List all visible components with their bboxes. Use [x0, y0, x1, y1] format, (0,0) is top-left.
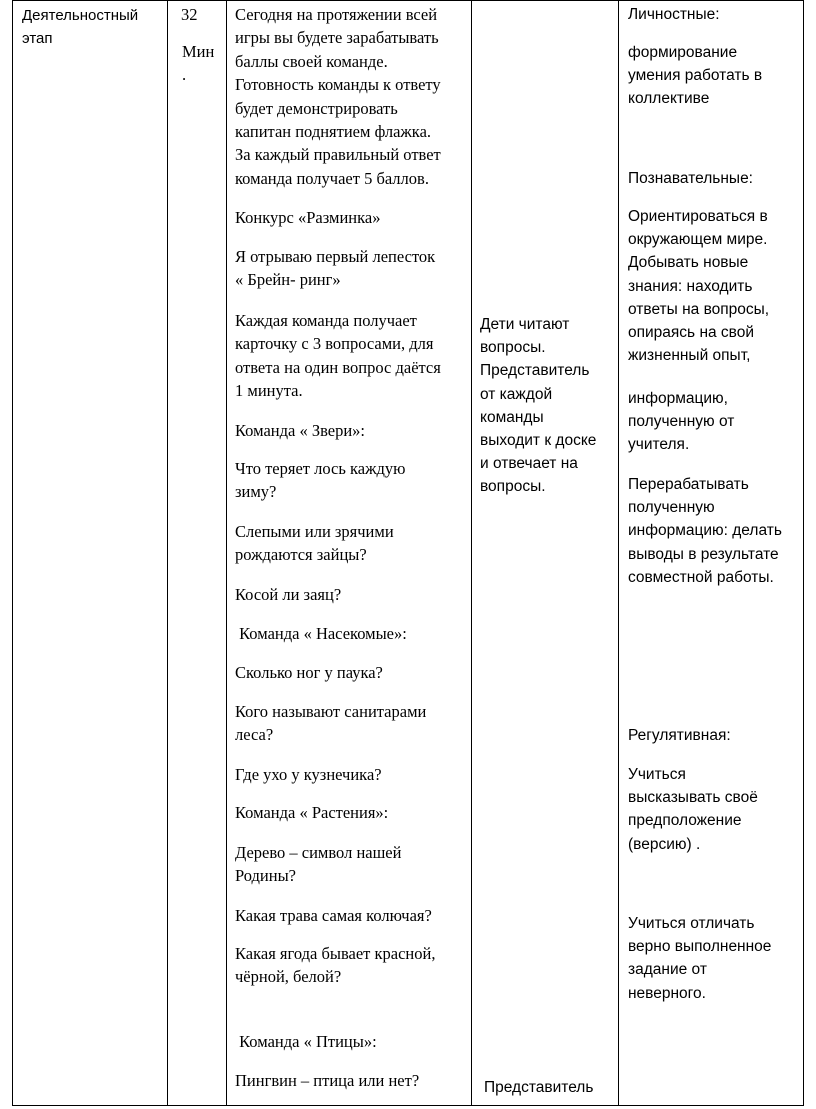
question-hares: [235, 520, 394, 567]
time-value: 32: [181, 5, 198, 24]
text-line: информацию,: [628, 390, 728, 407]
question-spider: Сколько ног у паука?: [235, 663, 383, 682]
cognitive-block-3: [628, 473, 782, 589]
text-line: верно выполненное: [628, 938, 772, 956]
question-grass: Какая трава самая колючая?: [235, 906, 432, 925]
text-line: ответа на один вопрос даётся: [235, 357, 441, 377]
text-line: вопросы.: [480, 478, 546, 496]
text-line: Готовность команды к ответу: [235, 75, 441, 95]
text-line: баллы своей команде.: [235, 51, 388, 71]
text-line: жизненный опыт,: [628, 347, 751, 365]
text-line: Деятельностный: [22, 7, 139, 24]
question-penguin: Пингвин – птица или нет?: [235, 1071, 420, 1090]
regulative-block-2: [628, 912, 771, 1005]
text-line: Я отрываю первый лепесток: [235, 247, 436, 266]
text-line: леса?: [235, 725, 274, 745]
text-line: карточку с 3 вопросами, для: [235, 334, 434, 354]
students-activity: [480, 313, 596, 499]
text-line: полученную от: [628, 413, 735, 431]
text-line: зиму?: [235, 482, 277, 502]
text-line: Учиться: [628, 766, 686, 783]
regulative-heading: Регулятивная:: [628, 727, 731, 744]
text-line: вопросы.: [480, 339, 546, 357]
text-line: 1 минута.: [235, 381, 303, 401]
text-line: Сегодня на протяжении всей: [235, 5, 438, 24]
column-divider: [226, 1, 227, 1105]
text-line: коллективе: [628, 90, 710, 108]
text-line: рождаются зайцы?: [235, 545, 367, 565]
text-line: Ориентироваться в: [628, 208, 768, 225]
text-line: Учиться отличать: [628, 915, 755, 932]
text-line: неверного.: [628, 984, 706, 1002]
text-line: команды: [480, 408, 544, 426]
personal-heading: Личностные:: [628, 6, 720, 23]
text-line: (версию) .: [628, 835, 701, 853]
text-line: этап: [22, 30, 53, 47]
question-sanitary: [235, 700, 426, 747]
text-line: Представитель: [480, 362, 590, 380]
team-birds-heading: Команда « Птицы»:: [235, 1032, 377, 1051]
team-insects-heading: Команда « Насекомые»:: [235, 624, 407, 643]
text-line: Слепыми или зрячими: [235, 522, 394, 541]
question-berry: [235, 942, 435, 989]
question-moose: [235, 457, 405, 504]
text-line: совместной работы.: [628, 568, 774, 586]
text-line: чёрной, белой?: [235, 967, 342, 987]
time-dot: .: [182, 65, 187, 84]
regulative-block-1: [628, 763, 758, 856]
team-plants-heading: Команда « Растения»:: [235, 803, 389, 822]
text-line: учителя.: [628, 436, 690, 454]
text-line: опираясь на свой: [628, 324, 755, 342]
text-line: окружающем мире.: [628, 231, 768, 249]
text-line: задание от: [628, 961, 707, 979]
column-divider: [618, 1, 619, 1105]
text-line: Каждая команда получает: [235, 311, 417, 330]
text-line: предположение: [628, 812, 742, 830]
personal-body: [628, 41, 762, 111]
text-line: Кого называют санитарами: [235, 702, 427, 721]
text-line: игры вы будете зарабатывать: [235, 28, 439, 48]
intro-paragraph: [235, 3, 441, 190]
text-line: высказывать своё: [628, 789, 758, 807]
time-unit: Мин: [182, 42, 215, 61]
column-divider: [167, 1, 168, 1105]
column-divider: [471, 1, 472, 1105]
text-line: Что теряет лось каждую: [235, 459, 406, 478]
students-bottom: Представитель: [484, 1079, 594, 1096]
question-tree: [235, 841, 401, 888]
petal-paragraph: [235, 245, 435, 292]
text-line: Добывать новые: [628, 254, 749, 272]
text-line: и отвечает на: [480, 455, 578, 473]
cognitive-heading: Познавательные:: [628, 170, 753, 187]
stage-name: [22, 4, 138, 50]
text-line: « Брейн- ринг»: [235, 270, 341, 290]
text-line: от каждой: [480, 385, 553, 403]
text-line: Какая ягода бывает красной,: [235, 944, 436, 963]
text-line: выводы в результате: [628, 545, 779, 563]
text-line: формирование: [628, 44, 738, 61]
text-line: Дети читают: [480, 316, 570, 333]
cognitive-block-1: [628, 205, 769, 367]
question-grasshopper: Где ухо у кузнечика?: [235, 765, 382, 784]
text-line: знания: находить: [628, 277, 753, 295]
text-line: капитан поднятием флажка.: [235, 122, 432, 142]
cognitive-block-2: [628, 387, 734, 457]
team-animals-heading: Команда « Звери»:: [235, 421, 366, 440]
text-line: выходит к доске: [480, 432, 597, 450]
text-line: умения работать в: [628, 67, 763, 85]
text-line: информацию: делать: [628, 522, 782, 540]
text-line: Перерабатывать: [628, 476, 749, 493]
question-hare-squint: Косой ли заяц?: [235, 585, 342, 604]
rules-paragraph: [235, 309, 441, 403]
text-line: За каждый правильный ответ: [235, 145, 441, 165]
text-line: ответы на вопросы,: [628, 300, 770, 318]
contest-title: Конкурс «Разминка»: [235, 208, 381, 227]
text-line: полученную: [628, 499, 715, 517]
text-line: Родины?: [235, 866, 297, 886]
text-line: Дерево – символ нашей: [235, 843, 402, 862]
text-line: команда получает 5 баллов.: [235, 168, 429, 188]
lesson-table: [12, 0, 804, 1106]
text-line: будет демонстрировать: [235, 98, 398, 118]
